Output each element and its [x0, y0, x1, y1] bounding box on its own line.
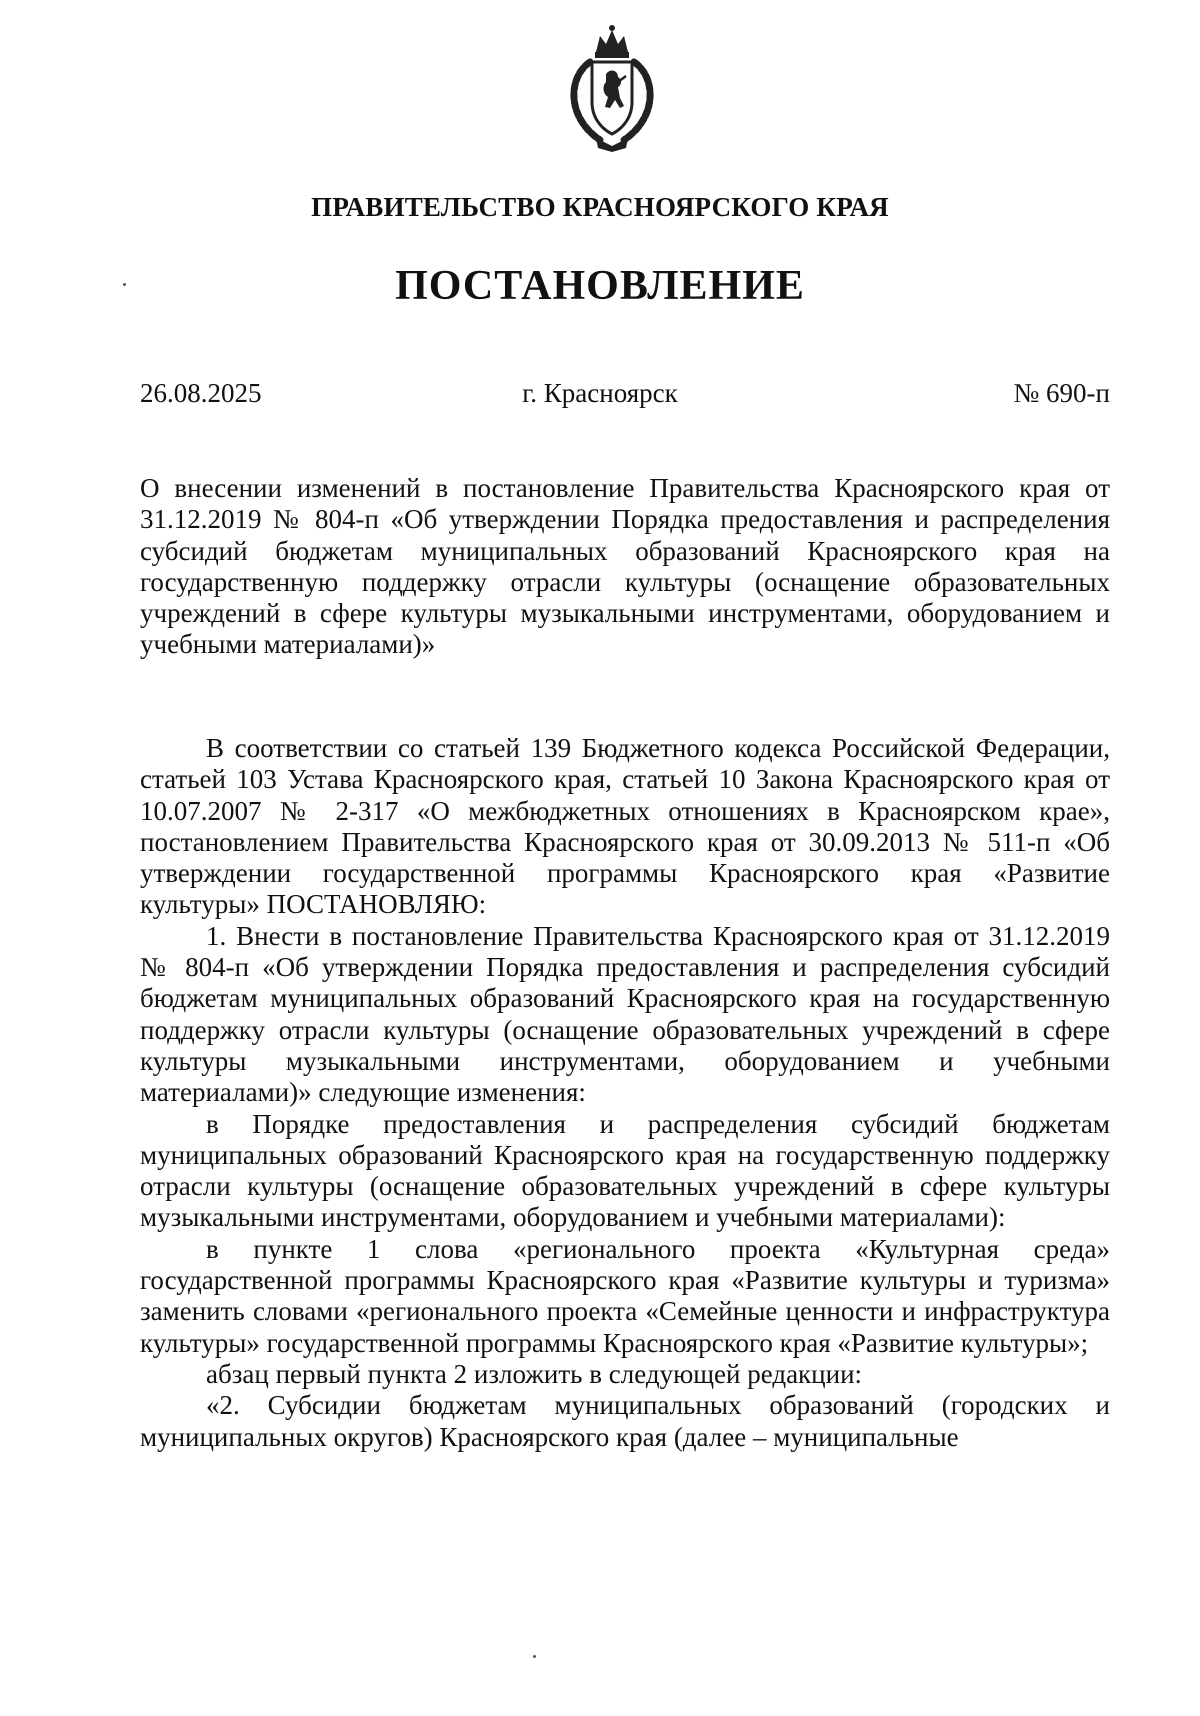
paragraph-point-1-change: в пункте 1 слова «регионального проекта «Культурная среда» государственной программы Красноярского края «Развитие культуры и туризма» заменить словами «регионального проекта «Семейные ценности и инфраструктура культуры» государственной программы Красноярского края «Развитие культуры»;	[140, 1233, 1110, 1358]
document-body	[140, 733, 1110, 1453]
document-date: 26.08.2025	[140, 378, 262, 408]
document-city: г. Красноярск	[522, 378, 678, 408]
paragraph-item-1: 1. Внести в постановление Правительства Красноярского края от 31.12.2019 № 804-п «Об утверждении Порядка предоставления и распределения субсидий бюджетам муниципальных образований Красноярского края на государственную поддержку отрасли культуры (оснащение образовательных учреждений в сфере культуры музыкальными инструментами, оборудованием и учебными материалами)» следующие изменения:	[140, 920, 1110, 1108]
organization-name: ПРАВИТЕЛЬСТВО КРАСНОЯРСКОГО КРАЯ	[311, 192, 889, 222]
paragraph-point-2-text: «2. Субсидии бюджетам муниципальных образований (городских и муниципальных округов) Красноярского края (далее – муниципальные	[140, 1390, 1110, 1452]
document-number: № 690-п	[1013, 378, 1110, 408]
paragraph-order-intro: в Порядке предоставления и распределения субсидий бюджетам муниципальных образований Красноярского края на государственную поддержку отрасли культуры (оснащение образовательных учреждений в сфере культуры музыкальными инструментами, оборудованием и учебными материалами):	[140, 1108, 1110, 1233]
document-type: ПОСТАНОВЛЕНИЕ	[395, 263, 805, 309]
paragraph-point-2-intro: абзац первый пункта 2 изложить в следующей редакции:	[206, 1358, 863, 1389]
scan-speck	[123, 283, 126, 286]
document-title: О внесении изменений в постановление Правительства Красноярского края от 31.12.2019 № 804-п «Об утверждении Порядка предоставления и распределения субсидий бюджетам муниципальных образований Красноярского края на государственную поддержку отрасли культуры (оснащение образовательных учреждений в сфере культуры музыкальными инструментами, оборудованием и учебными материалами)»	[140, 473, 1110, 660]
paragraph-preamble: В соответствии со статьей 139 Бюджетного кодекса Российской Федерации, статьей 103 Устава Красноярского края, статьей 10 Закона Красноярского края от 10.07.2007 № 2-317 «О межбюджетных отношениях в Красноярском крае», постановлением Правительства Красноярского края от 30.09.2013 № 511-п «Об утверждении государственной программы Красноярского края «Развитие культуры» ПОСТАНОВЛЯЮ:	[140, 733, 1110, 920]
coat-of-arms-icon	[560, 22, 664, 152]
scan-speck	[533, 1655, 536, 1658]
